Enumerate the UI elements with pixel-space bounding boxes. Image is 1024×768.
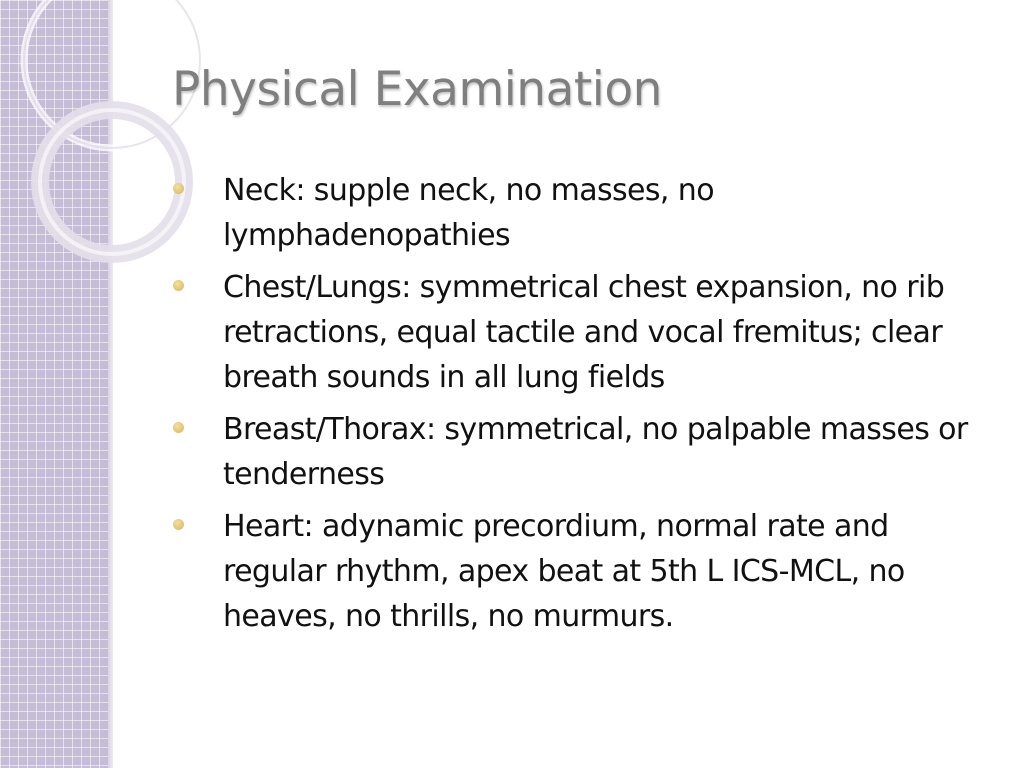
bullet-dot-icon [173,183,184,194]
bullet-item-breast-thorax [172,407,972,497]
bullet-text: Heart: adynamic precordium, normal rate and regular rhythm, apex beat at 5th L ICS-MCL, no heaves, no thrills, no murmurs. [223,509,905,634]
slide-title: Physical Examination [172,62,662,117]
bullet-list [172,168,972,646]
bullet-text: Chest/Lungs: symmetrical chest expansion, no rib retractions, equal tactile and vocal fremitus; clear breath sounds in all lung fields [223,270,945,395]
bullet-item-heart [172,504,972,639]
bullet-dot-icon [173,519,184,530]
bullet-text: Neck: supple neck, no masses, no lymphadenopathies [223,173,714,253]
bullet-text: Breast/Thorax: symmetrical, no palpable masses or tenderness [223,412,968,492]
decorative-grid-panel [0,0,113,768]
bullet-dot-icon [173,422,184,433]
bullet-item-neck [172,168,972,258]
bullet-item-chest-lungs [172,265,972,400]
bullet-dot-icon [173,280,184,291]
panel-edge-divider [108,0,113,768]
